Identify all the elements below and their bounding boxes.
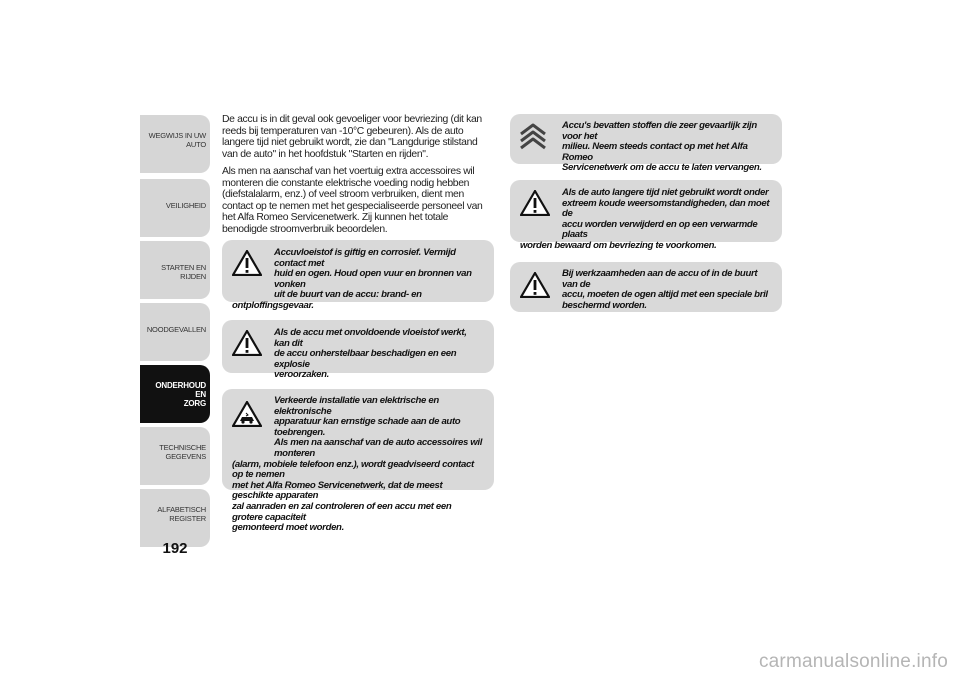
- body-paragraph: De accu is in dit geval ook gevoeliger voor bevriezing (dit kan reeds bij temperaturen van -10°C gebeuren). Als de auto langere tijd niet gebruikt wordt, zie dan "Langdurige stilstand van de auto" in het hoofdstuk "Starten en rijden".: [222, 114, 482, 160]
- warning-line: accu worden verwijderd en op een verwarmde plaats: [562, 218, 758, 241]
- warning-line: met het Alfa Romeo Servicenetwerk, dat de meest geschikte apparaten: [232, 479, 443, 502]
- warning-line: Als de auto langere tijd niet gebruikt wordt onder: [562, 187, 769, 198]
- warning-line: Accuvloeistof is giftig en corrosief. Vermijd contact met: [274, 247, 456, 269]
- tab-noodgevallen[interactable]: [140, 303, 210, 361]
- warning-triangle-icon: [520, 272, 550, 298]
- warning-line: Accu's bevatten stoffen die zeer gevaarlijk zijn voor het: [562, 120, 757, 142]
- warning-line: de accu onherstelbaar beschadigen en een explosie: [274, 348, 457, 370]
- tab-label-line: TECHNISCHE: [159, 443, 206, 452]
- warning-line: beschermd worden.: [562, 299, 647, 311]
- warning-line: uit de buurt van de accu: brand- en: [274, 289, 422, 301]
- warning-line: worden bewaard om bevriezing te voorkomen.: [520, 239, 717, 251]
- tab-label-line: ALFABETISCH: [157, 505, 206, 514]
- car-damage-icon: [232, 401, 262, 427]
- tab-label-line: REGISTER: [169, 514, 206, 523]
- warning-triangle-icon: [520, 190, 550, 216]
- body-text-column: [222, 114, 494, 241]
- tab-starten-en-rijden[interactable]: [140, 241, 210, 299]
- warning-triangle-icon: [232, 330, 262, 356]
- warning-box-low-fluid: [222, 320, 494, 381]
- tab-label-line: ZORG: [183, 399, 206, 408]
- warning-line: milieu. Neem steeds contact op met het Alfa Romeo: [562, 141, 748, 163]
- warning-line: (alarm, mobiele telefoon enz.), wordt geadviseerd contact op te nemen: [232, 458, 474, 481]
- tab-onderhoud-en-zorg[interactable]: [140, 365, 210, 423]
- tab-technische-gegevens[interactable]: [140, 427, 210, 485]
- warning-box-environment: [510, 114, 782, 174]
- warning-line: Bij werkzaamheden aan de accu of in de buurt van de: [562, 268, 758, 290]
- warning-box-cold: [510, 180, 782, 251]
- tab-label-line: WEGWIJS IN UW: [148, 131, 206, 140]
- watermark: carmanualsonline.info: [758, 651, 948, 672]
- page-number: 192: [162, 540, 188, 557]
- warning-box-electrical: [222, 389, 494, 534]
- warning-line: ontploffingsgevaar.: [232, 299, 314, 311]
- warning-line: apparatuur kan ernstige schade aan de auto toebrengen.: [274, 416, 461, 438]
- tab-label-line: AUTO: [186, 140, 206, 149]
- warning-line: Als de accu met onvoldoende vloeistof werkt, kan dit: [274, 327, 467, 349]
- tab-veiligheid[interactable]: [140, 179, 210, 237]
- tab-alfabetisch-register[interactable]: [140, 489, 210, 547]
- warning-line: huid en ogen. Houd open vuur en bronnen van vonken: [274, 268, 472, 290]
- warning-line: veroorzaken.: [274, 369, 329, 381]
- tab-label-line: STARTEN EN RIJDEN: [161, 263, 206, 281]
- warning-line: Verkeerde installatie van elektrische en elektronische: [274, 395, 439, 417]
- tab-label-line: VEILIGHEID: [165, 201, 206, 210]
- warning-box-goggles: [510, 262, 782, 312]
- warning-line: accu, moeten de ogen altijd met een speciale bril: [562, 289, 768, 301]
- tab-label-line: NOODGEVALLEN: [146, 325, 206, 334]
- warning-line: extreem koude weersomstandigheden, dan moet de: [562, 197, 770, 220]
- tab-label-line: GEGEVENS: [165, 452, 206, 461]
- warning-line: gemonteerd moet worden.: [232, 522, 344, 534]
- environment-icon: [518, 122, 548, 152]
- warning-line: Servicenetwerk om de accu te laten vervangen.: [562, 162, 762, 174]
- warning-triangle-icon: [232, 250, 262, 276]
- tab-wegwijs-in-uw-auto[interactable]: [140, 115, 210, 173]
- warning-box-acid: [222, 240, 494, 311]
- warning-line: Als men na aanschaf van de auto accessoires wil monteren: [274, 437, 483, 459]
- tab-label-line: ONDERHOUD EN: [155, 381, 206, 399]
- body-paragraph: Als men na aanschaf van het voertuig extra accessoires wil monteren die constante elektrische voeding nodig hebben (diefstalalarm, enz.) of veel stroom verbruiken, dient men contact op te nemen met het gespecialiseerde personeel van het Alfa Romeo Servicenetwerk. Zij kunnen het totale benodigde stroomverbruik beoordelen.: [222, 166, 483, 235]
- warning-line: zal aanraden en zal controleren of een accu met een grotere capaciteit: [232, 500, 452, 523]
